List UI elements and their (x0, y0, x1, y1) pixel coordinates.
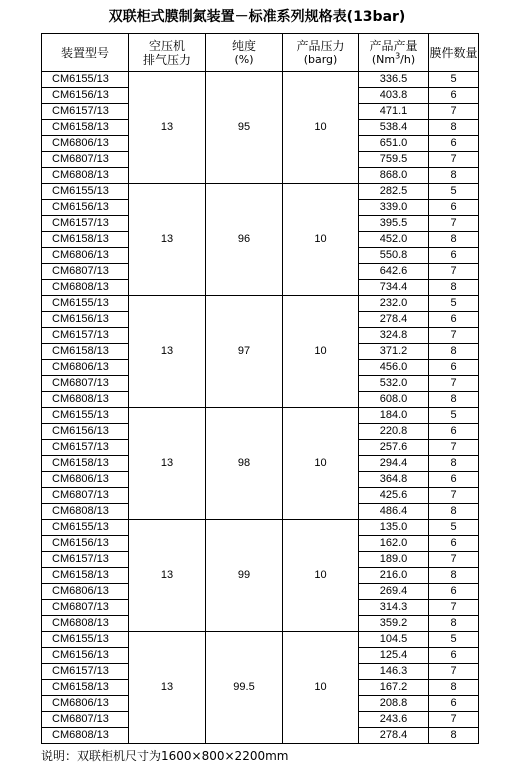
flow-cell: 216.0 (359, 568, 429, 584)
model-cell: CM6807/13 (42, 264, 129, 280)
table-row (42, 296, 479, 312)
model-cell: CM6806/13 (42, 136, 129, 152)
page-title: 双联柜式膜制氮装置－标准系列规格表(13bar) (108, 9, 406, 25)
flow-cell: 486.4 (359, 504, 429, 520)
membranes-cell: 6 (429, 248, 479, 264)
membranes-cell: 8 (429, 392, 479, 408)
product-pressure-cell: 10 (283, 632, 359, 744)
model-cell: CM6807/13 (42, 152, 129, 168)
model-cell: CM6157/13 (42, 216, 129, 232)
model-cell: CM6808/13 (42, 168, 129, 184)
purity-cell: 99 (206, 520, 283, 632)
membranes-cell: 8 (429, 504, 479, 520)
membranes-cell: 8 (429, 232, 479, 248)
model-cell: CM6157/13 (42, 440, 129, 456)
membranes-cell: 6 (429, 360, 479, 376)
model-cell: CM6156/13 (42, 312, 129, 328)
flow-cell: 734.4 (359, 280, 429, 296)
air-pressure-cell: 13 (129, 632, 206, 744)
membranes-cell: 6 (429, 696, 479, 712)
header-product-pressure-unit: (barg) (303, 52, 338, 66)
header-purity-line1: 纯度 (231, 38, 256, 53)
model-cell: CM6157/13 (42, 328, 129, 344)
purity-cell: 97 (206, 296, 283, 408)
product-pressure-cell: 10 (283, 184, 359, 296)
model-cell: CM6157/13 (42, 104, 129, 120)
table-row (42, 408, 479, 424)
model-cell: CM6157/13 (42, 664, 129, 680)
flow-cell: 359.2 (359, 616, 429, 632)
model-cell: CM6807/13 (42, 600, 129, 616)
model-cell: CM6156/13 (42, 88, 129, 104)
membranes-cell: 5 (429, 632, 479, 648)
membranes-cell: 5 (429, 184, 479, 200)
model-cell: CM6158/13 (42, 568, 129, 584)
membranes-cell: 6 (429, 536, 479, 552)
purity-cell: 96 (206, 184, 283, 296)
flow-cell: 403.8 (359, 88, 429, 104)
membranes-cell: 7 (429, 600, 479, 616)
air-pressure-cell: 13 (129, 72, 206, 184)
membranes-cell: 6 (429, 584, 479, 600)
flow-cell: 550.8 (359, 248, 429, 264)
header-flow (359, 34, 429, 72)
model-cell: CM6156/13 (42, 200, 129, 216)
flow-cell: 759.5 (359, 152, 429, 168)
flow-cell: 314.3 (359, 600, 429, 616)
header-flow-unit (359, 50, 428, 67)
header-purity-unit: (%) (234, 52, 254, 66)
flow-cell: 162.0 (359, 536, 429, 552)
model-cell: CM6806/13 (42, 472, 129, 488)
flow-cell: 208.8 (359, 696, 429, 712)
model-cell: CM6155/13 (42, 520, 129, 536)
model-cell: CM6155/13 (42, 72, 129, 88)
header-purity (206, 34, 283, 72)
membranes-cell: 7 (429, 216, 479, 232)
header-air-pressure (129, 34, 206, 72)
header-membranes: 膜件数量 (429, 34, 479, 72)
model-cell: CM6808/13 (42, 616, 129, 632)
flow-cell: 184.0 (359, 408, 429, 424)
membranes-cell: 7 (429, 152, 479, 168)
model-cell: CM6806/13 (42, 248, 129, 264)
flow-cell: 642.6 (359, 264, 429, 280)
flow-cell: 532.0 (359, 376, 429, 392)
model-cell: CM6158/13 (42, 344, 129, 360)
membranes-cell: 6 (429, 88, 479, 104)
flow-cell: 294.4 (359, 456, 429, 472)
header-air-pressure-line1: 空压机 (148, 38, 185, 53)
flow-cell: 471.1 (359, 104, 429, 120)
flow-cell: 371.2 (359, 344, 429, 360)
model-cell: CM6806/13 (42, 584, 129, 600)
product-pressure-cell: 10 (283, 408, 359, 520)
membranes-cell: 8 (429, 680, 479, 696)
membranes-cell: 8 (429, 168, 479, 184)
membranes-cell: 6 (429, 200, 479, 216)
membranes-cell: 6 (429, 136, 479, 152)
membranes-cell: 7 (429, 328, 479, 344)
model-cell: CM6155/13 (42, 408, 129, 424)
flow-cell: 220.8 (359, 424, 429, 440)
header-flow-unit-post: /h) (400, 52, 416, 66)
flow-cell: 232.0 (359, 296, 429, 312)
flow-cell: 651.0 (359, 136, 429, 152)
model-cell: CM6158/13 (42, 232, 129, 248)
model-cell: CM6807/13 (42, 712, 129, 728)
flow-cell: 608.0 (359, 392, 429, 408)
model-cell: CM6806/13 (42, 360, 129, 376)
air-pressure-cell: 13 (129, 296, 206, 408)
model-cell: CM6155/13 (42, 632, 129, 648)
membranes-cell: 7 (429, 664, 479, 680)
membranes-cell: 7 (429, 264, 479, 280)
flow-cell: 167.2 (359, 680, 429, 696)
membranes-cell: 8 (429, 280, 479, 296)
model-cell: CM6808/13 (42, 728, 129, 744)
spec-table (41, 33, 479, 744)
membranes-cell: 6 (429, 472, 479, 488)
flow-cell: 278.4 (359, 728, 429, 744)
header-product-pressure (283, 34, 359, 72)
membranes-cell: 5 (429, 296, 479, 312)
air-pressure-cell: 13 (129, 520, 206, 632)
membranes-cell: 8 (429, 120, 479, 136)
membranes-cell: 7 (429, 552, 479, 568)
membranes-cell: 8 (429, 344, 479, 360)
model-cell: CM6156/13 (42, 424, 129, 440)
flow-cell: 243.6 (359, 712, 429, 728)
model-cell: CM6808/13 (42, 392, 129, 408)
flow-cell: 278.4 (359, 312, 429, 328)
model-cell: CM6156/13 (42, 536, 129, 552)
membranes-cell: 8 (429, 456, 479, 472)
model-cell: CM6808/13 (42, 280, 129, 296)
flow-cell: 125.4 (359, 648, 429, 664)
membranes-cell: 7 (429, 488, 479, 504)
flow-cell: 146.3 (359, 664, 429, 680)
model-cell: CM6155/13 (42, 296, 129, 312)
air-pressure-cell: 13 (129, 184, 206, 296)
model-cell: CM6807/13 (42, 488, 129, 504)
table-header-row (42, 34, 479, 72)
membranes-cell: 8 (429, 616, 479, 632)
flow-cell: 395.5 (359, 216, 429, 232)
flow-cell: 364.8 (359, 472, 429, 488)
model-cell: CM6156/13 (42, 648, 129, 664)
footnote: 说明：双联柜机尺寸为1600×800×2200mm (41, 749, 289, 763)
flow-cell: 324.8 (359, 328, 429, 344)
flow-cell: 336.5 (359, 72, 429, 88)
flow-cell: 425.6 (359, 488, 429, 504)
flow-cell: 538.4 (359, 120, 429, 136)
membranes-cell: 5 (429, 520, 479, 536)
flow-cell: 868.0 (359, 168, 429, 184)
membranes-cell: 5 (429, 72, 479, 88)
header-model: 装置型号 (42, 34, 129, 72)
flow-cell: 135.0 (359, 520, 429, 536)
model-cell: CM6158/13 (42, 120, 129, 136)
membranes-cell: 5 (429, 408, 479, 424)
flow-cell: 282.5 (359, 184, 429, 200)
purity-cell: 95 (206, 72, 283, 184)
header-product-pressure-line1: 产品压力 (296, 38, 345, 53)
table-row (42, 72, 479, 88)
model-cell: CM6158/13 (42, 680, 129, 696)
model-cell: CM6155/13 (42, 184, 129, 200)
membranes-cell: 6 (429, 424, 479, 440)
membranes-cell: 7 (429, 712, 479, 728)
table-row (42, 184, 479, 200)
model-cell: CM6807/13 (42, 376, 129, 392)
table-row (42, 632, 479, 648)
membranes-cell: 7 (429, 440, 479, 456)
model-cell: CM6808/13 (42, 504, 129, 520)
header-air-pressure-line2: 排气压力 (142, 52, 191, 67)
flow-cell: 339.0 (359, 200, 429, 216)
air-pressure-cell: 13 (129, 408, 206, 520)
membranes-cell: 6 (429, 312, 479, 328)
header-flow-unit-sup: 3 (395, 50, 401, 60)
flow-cell: 456.0 (359, 360, 429, 376)
product-pressure-cell: 10 (283, 72, 359, 184)
membranes-cell: 6 (429, 648, 479, 664)
membranes-cell: 7 (429, 376, 479, 392)
product-pressure-cell: 10 (283, 520, 359, 632)
model-cell: CM6806/13 (42, 696, 129, 712)
flow-cell: 104.5 (359, 632, 429, 648)
table-row (42, 520, 479, 536)
flow-cell: 257.6 (359, 440, 429, 456)
header-flow-unit-pre: (Nm (371, 52, 396, 66)
purity-cell: 98 (206, 408, 283, 520)
membranes-cell: 8 (429, 568, 479, 584)
membranes-cell: 8 (429, 728, 479, 744)
model-cell: CM6157/13 (42, 552, 129, 568)
membranes-cell: 7 (429, 104, 479, 120)
product-pressure-cell: 10 (283, 296, 359, 408)
model-cell: CM6158/13 (42, 456, 129, 472)
purity-cell: 99.5 (206, 632, 283, 744)
header-flow-line1: 产品产量 (369, 38, 418, 53)
table-body (42, 72, 479, 744)
flow-cell: 189.0 (359, 552, 429, 568)
flow-cell: 452.0 (359, 232, 429, 248)
flow-cell: 269.4 (359, 584, 429, 600)
